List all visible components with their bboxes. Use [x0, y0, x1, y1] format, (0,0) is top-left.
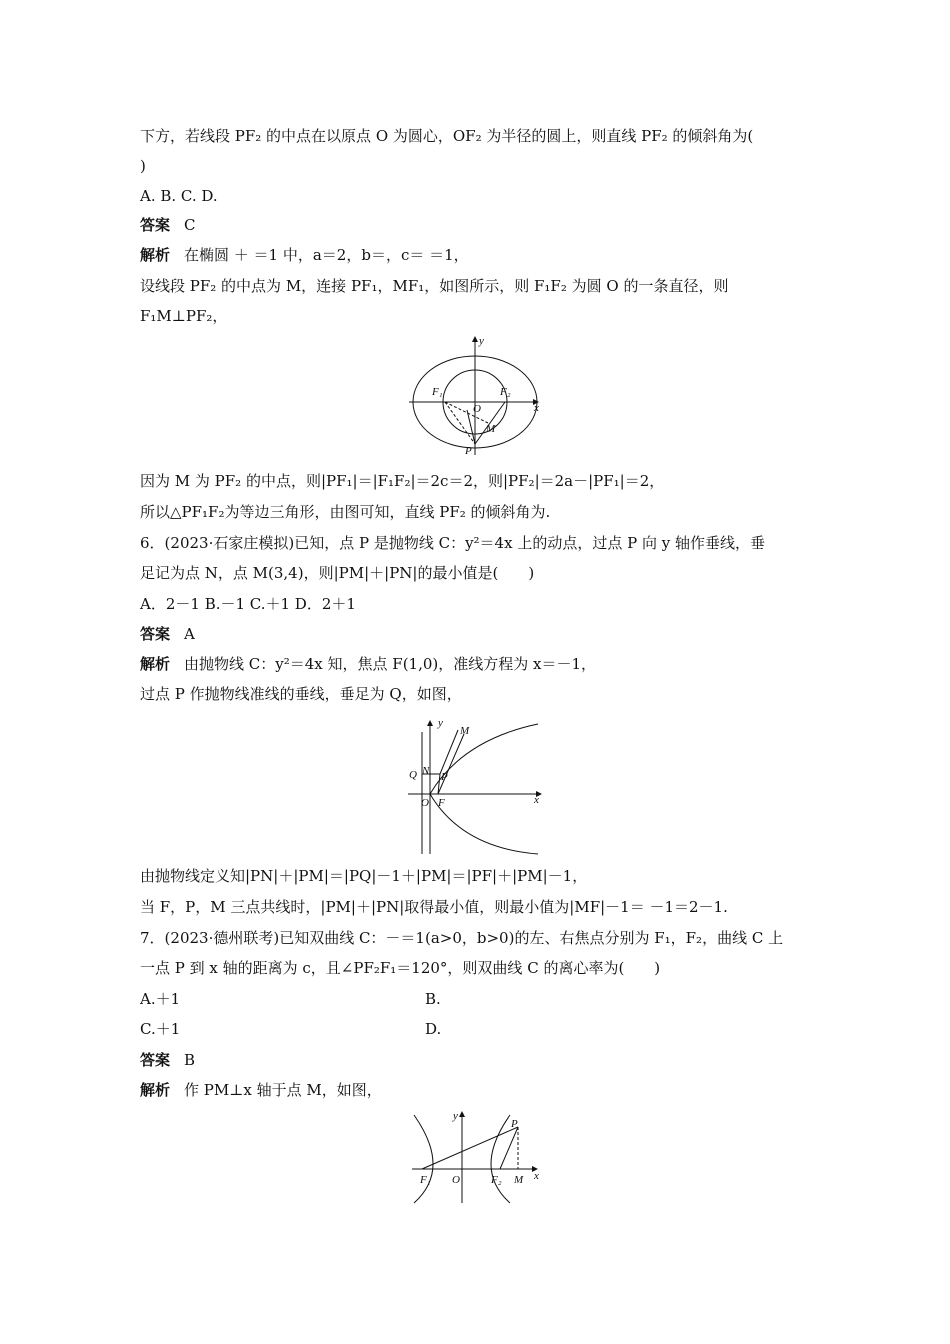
solution1-line2: 设线段 PF₂ 的中点为 M，连接 PF₁，MF₁，如图所示，则 F₁F₂ 为圆 O 的一条直径，则 [140, 277, 729, 295]
option-d: D. [425, 1020, 442, 1038]
q-label: Q [409, 769, 417, 781]
ellipse-circle-figure [405, 330, 555, 462]
answer-value: B [184, 1051, 196, 1069]
x-axis-label: x [534, 794, 539, 806]
option-c: C.＋1 [140, 1020, 181, 1038]
solution2-line3: 由抛物线定义知|PN|＋|PM|＝|PQ|－1＋|PM|＝|PF|＋|PM|－1， [140, 867, 588, 885]
problem6-text-line2: 足记为点 N，点 M(3,4)，则|PM|＋|PN|的最小值是( ) [140, 564, 535, 582]
origin-label: O [421, 797, 429, 809]
answer-row-2 [140, 624, 195, 644]
solution1-line5: 所以△PF₁F₂为等边三角形，由图可知，直线 PF₂ 的倾斜角为. [140, 503, 551, 521]
x-axis-label: x [534, 402, 539, 414]
f-label: F [438, 797, 445, 809]
m-label: M [486, 423, 496, 435]
hyperbola-figure [408, 1105, 548, 1205]
p-label: P [511, 1118, 518, 1130]
solution-row-1 [140, 245, 469, 265]
m-label: M [514, 1174, 524, 1186]
problem6-text-line1: 6．(2023·石家庄模拟)已知，点 P 是抛物线 C：y²＝4x 上的动点，过点 P 向 y 轴作垂线，垂 [140, 534, 765, 552]
solution-label: 解析 [140, 1081, 171, 1099]
origin-label: O [473, 403, 481, 415]
solution2-line4: 当 F，P，M 三点共线时，|PM|＋|PN|取得最小值，则最小值为|MF|－1＝ －1＝2－1. [140, 898, 728, 916]
n-label: N [422, 765, 430, 777]
solution-label: 解析 [140, 246, 171, 264]
answer-label: 答案 [140, 216, 171, 234]
problem5-text-line1: 下方，若线段 PF₂ 的中点在以原点 O 为圆心，OF₂ 为半径的圆上，则直线 PF₂ 的倾斜角为( [140, 127, 754, 145]
solution-text: 由抛物线 C：y²＝4x 知，焦点 F(1,0)，准线方程为 x＝－1， [184, 655, 597, 673]
m-label: M [460, 725, 470, 737]
solution2-line2: 过点 P 作抛物线准线的垂线，垂足为 Q，如图， [140, 685, 462, 703]
parabola-figure [400, 712, 550, 857]
solution1-line3: F₁M⊥PF₂， [140, 307, 228, 325]
p-label: P [465, 445, 472, 457]
solution-label: 解析 [140, 655, 171, 673]
y-axis-label: y [479, 335, 484, 347]
answer-value: A [184, 625, 195, 643]
option-b: B. [425, 990, 441, 1008]
y-axis-label: y [438, 717, 443, 729]
solution-row-2 [140, 654, 596, 674]
problem5-text-line2: ) [140, 157, 146, 175]
solution-row-3 [140, 1080, 382, 1100]
problem5-options: A. B. C. D. [140, 187, 218, 205]
answer-row-3 [140, 1050, 195, 1070]
option-a: A.＋1 [140, 990, 181, 1008]
problem7-text-line2: 一点 P 到 x 轴的距离为 c，且∠PF₂F₁＝120°，则双曲线 C 的离心率为( ) [140, 959, 661, 977]
origin-label: O [452, 1174, 460, 1186]
y-axis-label: y [453, 1110, 458, 1122]
answer-row-1 [140, 215, 196, 235]
problem6-options: A．2－1 B.－1 C.＋1 D．2＋1 [140, 595, 356, 613]
answer-value: C [184, 216, 196, 234]
p-label: P [441, 771, 448, 783]
problem7-text-line1: 7．(2023·德州联考)已知双曲线 C：－＝1(a>0，b>0)的左、右焦点分别为 F₁，F₂，曲线 C 上 [140, 929, 784, 947]
answer-label: 答案 [140, 1051, 171, 1069]
f2-label: F₂ [491, 1174, 502, 1186]
x-axis-label: x [534, 1170, 539, 1182]
solution-text: 作 PM⊥x 轴于点 M，如图， [184, 1081, 382, 1099]
f1-label: F₁ [432, 386, 443, 398]
f2-label: F₂ [500, 386, 511, 398]
answer-label: 答案 [140, 625, 171, 643]
solution-text: 在椭圆 ＋ ＝1 中，a＝2，b＝，c＝ ＝1， [184, 246, 469, 264]
solution1-line4: 因为 M 为 PF₂ 的中点，则|PF₁|＝|F₁F₂|＝2c＝2，则|PF₂|＝2a－|PF₁|＝2， [140, 472, 665, 490]
f1-label: F₁ [420, 1174, 431, 1186]
